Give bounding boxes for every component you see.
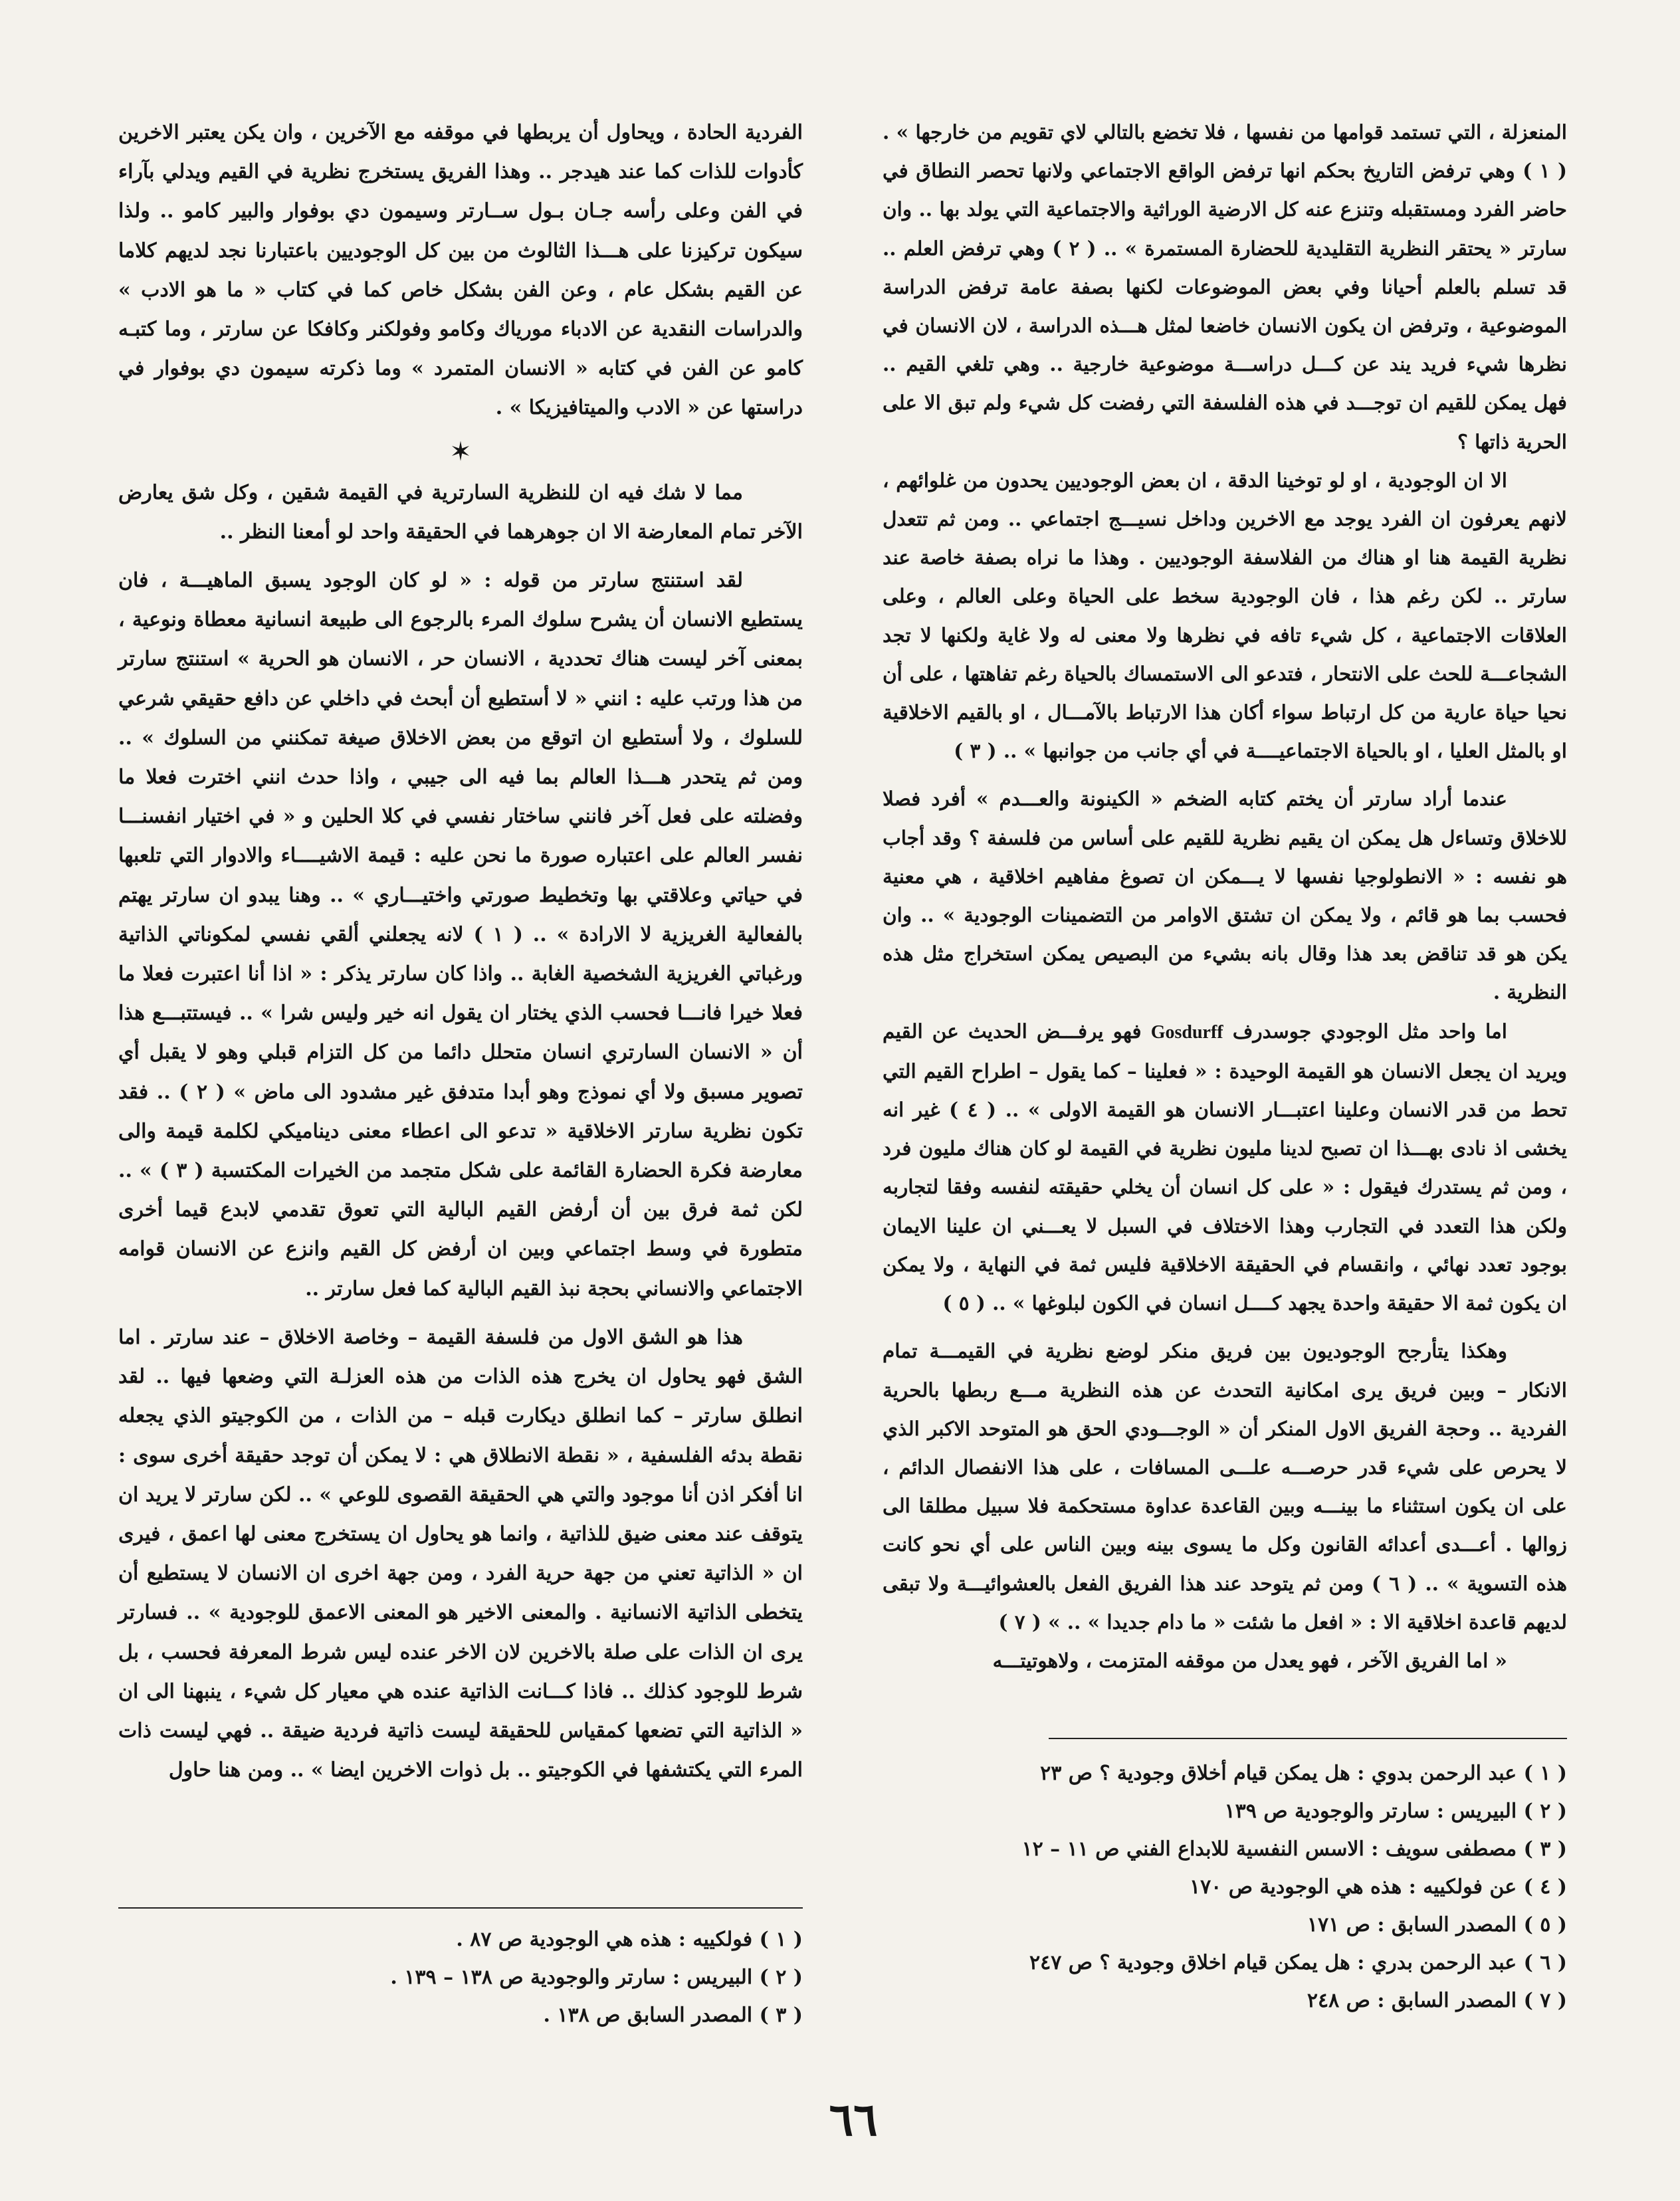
- footnotes-left: [390, 1921, 803, 2034]
- footnote: ( ٢ ) البيريس : سارتر والوجودية ص ١٣٨ – ١٣٩ .: [390, 1966, 803, 1989]
- latin-name: Gosdurff: [1150, 1021, 1223, 1043]
- footnote: ( ٣ ) مصطفى سويف : الاسس النفسية للابداع الفني ص ١١ – ١٢: [1021, 1837, 1567, 1861]
- paragraph: الا ان الوجودية ، او لو توخينا الدقة ، ان بعض الوجوديين يحدون من غلوائهم ، لانهم يعرفون ان الفرد يوجد مع الاخرين وداخل نسيـــج اجتماعي .. ومن ثم تتعدل نظرية القيمة هنا او هناك من الفلاسفة الوجوديين . وهذا ما نراه بصفة خاصة عند سارتر .. لكن رغم هذا ، فان الوجودية سخط على الحياة وعلى العالم ، وعلى العلاقات الاجتماعية ، كل شيء تافه في نظرها ولا معنى له ولا غاية ولكنها لا تجد الشجاعـــة للحث على الانتحار ، فتدعو الى الاستمساك بالحياة رغم تفاهتها ، على أن نحيا حياة عارية من كل ارتباط سواء أكان هذا الارتباط بالآمـــال ، او بالقيم الاخلاقية او بالمثل العليا ، او بالحياة الاجتماعيــــة في أي جانب من جوانبها » .. ( ٣ ): [883, 468, 1567, 763]
- section-separator-icon: ✶: [449, 436, 472, 467]
- right-column: [883, 113, 1567, 1680]
- footnote-rule-right: [1049, 1738, 1567, 1739]
- footnote: ( ٦ ) عبد الرحمن بدري : هل يمكن قيام اخلاق وجودية ؟ ص ٢٤٧: [1029, 1951, 1567, 1974]
- paragraph: مما لا شك فيه ان للنظرية السارترية في القيمة شقين ، وكل شق يعارض الآخر تمام المعارضة الا ان جوهرهما في الحقيقة واحد لو أمعنا النظر ..: [118, 480, 803, 544]
- paragraph: عندما أراد سارتر أن يختم كتابه الضخم « الكينونة والعـــدم » أفرد فصلا للاخلاق وتساءل هل يمكن ان يقيم نظرية للقيم على أساس من فلسفة ؟ وقد أجاب هو نفسه : « الانطولوجيا نفسها لا يـــمكن ان تصوغ مفاهيم اخلاقية ، هي معنية فحسب بما هو قائم ، ولا يمكن ان تشتق الاوامر من التضمينات الوجودية » .. وان يكن هو قد تناقض بعد هذا وقال بانه بشيء من البصيص يمكن استخراج مثل هذه النظرية .: [883, 787, 1567, 1004]
- paragraph: لقد استنتج سارتر من قوله : « لو كان الوجود يسبق الماهيـــة ، فان يستطيع الانسان أن يشرح سلوك المرء بالرجوع الى طبيعة انسانية معطاة ونوعية ، بمعنى آخر ليست هناك تحددية ، الانسان حر ، الانسان هو الحرية » استنتج سارتر من هذا ورتب عليه : انني « لا أستطيع أن أبحث في داخلي عن دافع حقيقي شرعي للسلوك ، ولا أستطيع ان اتوقع من بعض الاخلاق صيغة تمكنني من السلوك » .. ومن ثم يتحدر هـــذا العالم بما فيه الى جيبي ، واذا حدث انني اخترت فعلا ما وفضلته على فعل آخر فانني ساختار نفسي في كلا الحلين و « في اختيار انفسنـــا نفسر العالم على اعتباره صورة ما نحن عليه : قيمة الاشيــــاء والادوار التي تلعبها في حياتي وعلاقتي بها وتخطيط صورتي واختيـــاري » .. وهنا يبدو ان سارتر يهتم بالفعالية الغريزية لا الارادة » .. ( ١ ) لانه يجعلني ألقي نفسي لمكوناتي الذاتية ورغباتي الغريزية الشخصية الغابة .. واذا كان سارتر يذكر : « اذا أنا اعتبرت فعلا ما فعلا خيرا فانـــا فحسب الذي يختار ان يقول انه خير وليس شرا » .. فيستتبـــع هذا أن « الانسان السارتري انسان متحلل دائما من كل التزام قبلي وهو لا يقبل أي تصوير مسبق ولا أي نموذج وهو أبدا متدفق غير مشدود الى ماض » ( ٢ ) .. فقد تكون نظرية سارتر الاخلاقية « تدعو الى اعطاء معنى ديناميكي لكلمة قيمة والى معارضة فكرة الحضارة القائمة على شكل متجمد من الخيرات المكتسبة ( ٣ ) » .. لكن ثمة فرق بين أن أرفض القيم البالية التي تعوق تقدمي لابدع قيما أخرى متطورة في وسط اجتماعي وبين ان أرفض كل القيم وانزع عن الانسان قوامه الاجتماعي والانساني بحجة نبذ القيم البالية كما فعل سارتر ..: [118, 569, 803, 1301]
- footnote: ( ١ ) فولكييه : هذه هي الوجودية ص ٨٧ .: [456, 1928, 803, 1951]
- paragraph: هذا هو الشق الاول من فلسفة القيمة – وخاصة الاخلاق – عند سارتر . اما الشق فهو يحاول ان يخرج هذه الذات من هذه العزلـة التي وضعها فيها .. لقد انطلق سارتر – كما انطلق ديكارت قبله – من الذات ، من الكوجيتو الذي يجعله نقطة بدئه الفلسفية ، « نقطة الانطلاق هي : لا يمكن أن توجد حقيقة أخرى سوى : انا أفكر اذن أنا موجود والتي هي الحقيقة القصوى للوعي » .. لكن سارتر لا يريد ان يتوقف عند معنى ضيق للذاتية ، وانما هو يحاول ان يستخرج معنى لها اعمق ، فيرى ان « الذاتية تعني من جهة حرية الفرد ، ومن جهة اخرى ان الانسان لا يستطيع أن يتخطى الذاتية الانسانية . والمعنى الاخير هو المعنى الاعمق للوجودية » .. فسارتر يرى ان الذات على صلة بالاخرين لان الاخر عنده ليس شرط المعرفة فحسب ، بل شرط للوجود كذلك .. فاذا كـــانت الذاتية عنده هي معيار كل شيء ، ينبهنا الى ان « الذاتية التي تضعها كمقياس للحقيقة ليست ذاتية فردية ضيقة .. فهي ليست ذات المرء التي يكتشفها في الكوجيتو .. بل ذوات الاخرين ايضا » .. ومن هنا حاول: [118, 1325, 803, 1782]
- page-number: ٦٦: [829, 2093, 878, 2147]
- paragraph: الفردية الحادة ، ويحاول أن يربطها في موقفه مع الآخرين ، وان يكن يعتبر الاخرين كأدوات للذات كما عند هيدجر .. وهذا الفريق يستخرج نظرية في القيم ويدلي بآراء في الفن وعلى رأسه جـان بـول ســارتر وسيمون دي بوفوار والبير كامو .. ولذا سيكون تركيزنا على هـــذا الثالوث من بين كل الوجوديين باعتبارنا نجد لديهم كلاما عن القيم بشكل عام ، وعن الفن بشكل خاص كما في كتاب « ما هو الادب » والدراسات النقدية عن الادباء موریاك وكامو وفولكنر وكافكا عن سارتر ، وما كتبـه كامو عن الفن في كتابه « الانسان المتمرد » وما ذكرته سيمون دي بوفوار في دراستها عن « الادب والميتافيزيكا » .: [118, 121, 803, 420]
- paragraph-lead: اما واحد مثل الوجودي جوسدرف: [1232, 1019, 1507, 1043]
- paragraph: « اما الفريق الآخر ، فهو يعدل من موقفه المتزمت ، ولاهوتيتـــه: [992, 1648, 1507, 1672]
- footnotes-right: [1021, 1754, 1567, 2020]
- left-column: [118, 113, 803, 1790]
- footnote: ( ١ ) عبد الرحمن بدوي : هل يمكن قيام أخلاق وجودية ؟ ص ٢٣: [1040, 1762, 1567, 1785]
- paragraph: وهكذا يتأرجح الوجوديون بين فريق منكر لوضع نظرية في القيمـــة تمام الانكار – وبين فريق يرى امكانية التحدث عن هذه النظرية مـــع ربطها بالحرية الفردية .. وحجة الفريق الاول المنكر أن « الوجـــودي الحق هو المتوحد الاكبر الذي لا يحرص على شيء قدر حرصـــه علـــى المسافات ، على هذا الانفصال الدائم ، على ان يكون استثناء ما بينـــه وبين القاعدة عداوة مستحكمة فلا سبيل مطلقا الى زوالها . أعـــدى أعدائه القانون وكل ما يسوى بينه وبين الناس على أي نحو كانت هذه التسوية » .. ( ٦ ) ومن ثم يتوحد عند هذا الفريق الفعل بالعشوائيـــة ولا تبقى لديهم قاعدة اخلاقية الا : « افعل ما شئت « ما دام جديدا » .. » ( ٧ ): [883, 1339, 1567, 1633]
- footnote: ( ٢ ) البيريس : سارتر والوجودية ص ١٣٩: [1224, 1800, 1567, 1823]
- footnote: ( ٥ ) المصدر السابق : ص ١٧١: [1307, 1913, 1567, 1937]
- paragraph: المنعزلة ، التي تستمد قوامها من نفسها ، فلا تخضع بالتالي لاي تقويم من خارجها » . ( ١ ) وهي ترفض التاريخ بحكم انها ترفض الواقع الاجتماعي ولانها تحصر النطاق في حاضر الفرد ومستقبله وتنزع عنه كل الارضية الوراثية والاجتماعية التي يولد بها .. وان سارتر « يحتقر النظرية التقليدية للحضارة المستمرة » .. ( ٢ ) وهي ترفض العلم .. قد تسلم بالعلم أحيانا وفي بعض الموضوعات لكنها بصفة عامة ترفض الدراسة الموضوعية ، وترفض ان يكون الانسان خاضعا لمثل هـــذه الدراسة ، لان الانسان في نظرها شيء فريد يند عن كـــل دراســـة موضوعية خارجية .. وهي تلغي القيم .. فهل يمكن للقيم ان توجـــد في هذه الفلسفة التي رفضت كل شيء ولم تبق الا على الحرية ذاتها ؟: [883, 120, 1567, 453]
- footnote: ( ٣ ) المصدر السابق ص ١٣٨ .: [543, 2004, 803, 2027]
- paragraph-body: فهو يرفـــض الحديث عن القيم ويريد ان يجعل الانسان هو القيمة الوحيدة : « فعلينا – كما يقول – اطراح القيم التي تحط من قدر الانسان وعلينا اعتبـــار الانسان هو القيمة الاولى » .. ( ٤ ) غير انه يخشى اذ نادى بهـــذا ان تصبح لدينا مليون نظرية في القيمة لو كان هناك مليون فرد ، ومن ثم يستدرك فيقول : « على كل انسان أن يخلي حقيقته لنفسه وفقا لتجاربه ولكن هذا التعدد في التجارب وهذا الاختلاف في السبل لا يعـــني ان علينا الايمان بوجود تعدد نهائي ، وانقسام في الحقيقة الاخلاقية فليس ثمة في النهاية ، ولا يمكن ان يكون ثمة الا حقيقة واحدة يجهد كــــل انسان في الكون لبلوغها » .. ( ٥ ): [883, 1019, 1567, 1315]
- footnote: ( ٤ ) عن فولكييه : هذه هي الوجودية ص ١٧٠: [1189, 1875, 1567, 1899]
- footnote: ( ٧ ) المصدر السابق : ص ٢٤٨: [1307, 1989, 1567, 2012]
- paragraph: [883, 1012, 1567, 1323]
- footnote-rule-left: [118, 1907, 803, 1909]
